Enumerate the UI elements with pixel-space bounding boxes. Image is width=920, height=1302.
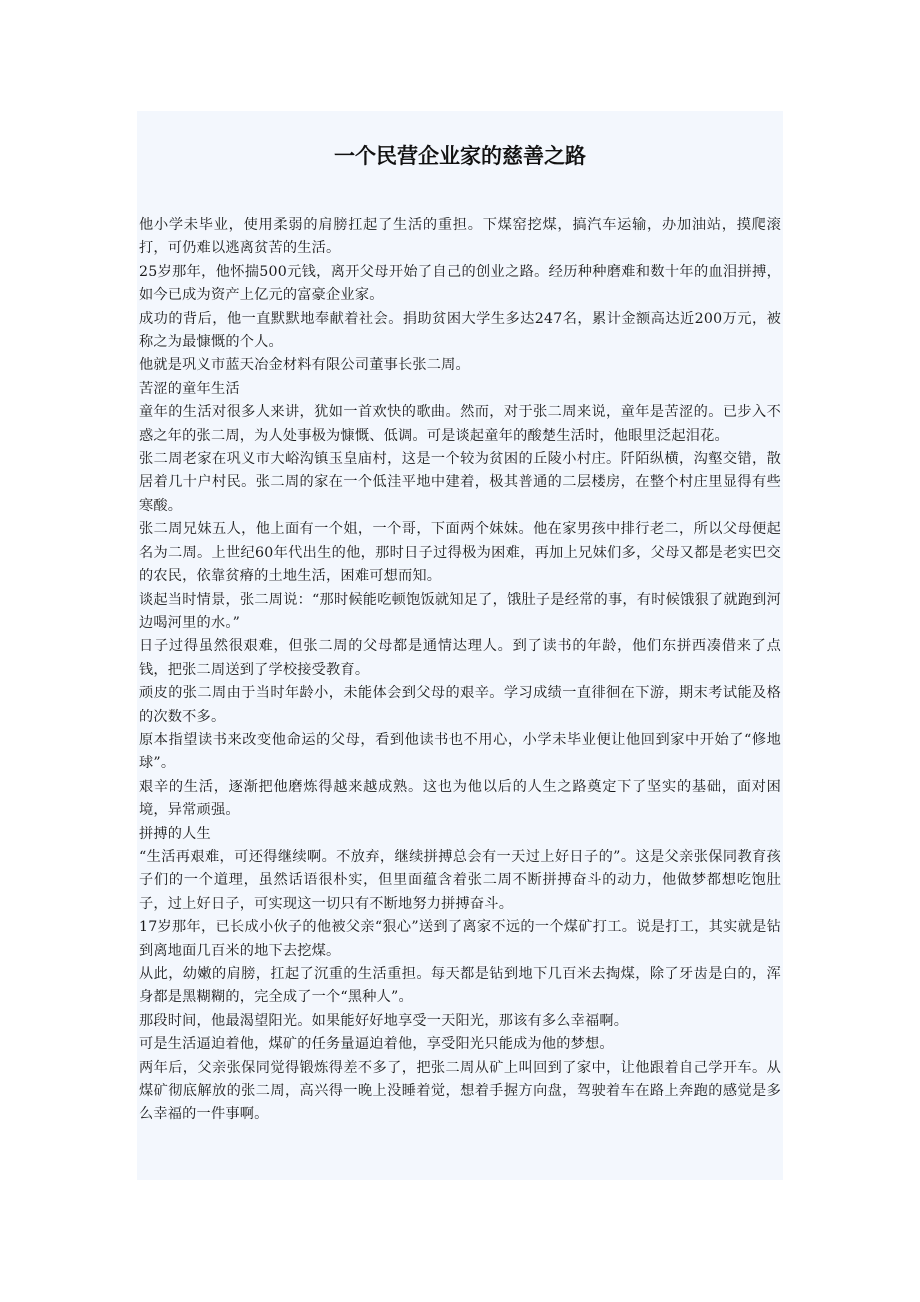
document-body: [139, 214, 781, 1127]
paragraph: 张二周老家在巩义市大峪沟镇玉皇庙村，这是一个较为贫困的丘陵小村庄。阡陌纵横，沟壑交错，散居着几十户村民。张二周的家在一个低洼平地中建着，极其普通的二层楼房，在整个村庄里显得有些寒酸。: [139, 451, 781, 514]
paragraph: 日子过得虽然很艰难，但张二周的父母都是通情达理人。到了读书的年龄，他们东拼西凑借来了点钱，把张二周送到了学校接受教育。: [139, 638, 781, 678]
paragraph: 艰辛的生活，逐渐把他磨炼得越来越成熟。这也为他以后的人生之路奠定下了坚实的基础，面对困境，异常顽强。: [139, 778, 781, 819]
paragraph: 成功的背后，他一直默默地奉献着社会。捐助贫困大学生多达247名，累计金额高达近200万元，被称之为最慷慨的个人。: [139, 310, 781, 351]
document-title: 一个民营企业家的慈善之路: [334, 144, 586, 168]
paragraph: 17岁那年，已长成小伙子的他被父亲“狠心”送到了离家不远的一个煤矿打工。说是打工，其实就是钻到离地面几百米的地下去挖煤。: [139, 919, 781, 959]
paragraph: 原本指望读书来改变他命运的父母，看到他读书也不用心，小学未毕业便让他回到家中开始了“修地球”。: [139, 731, 781, 772]
paragraph: 那段时间，他最渴望阳光。如果能好好地享受一天阳光，那该有多么幸福啊。: [139, 1012, 629, 1029]
paragraph: 两年后，父亲张保同觉得锻炼得差不多了，把张二周从矿上叫回到了家中，让他跟着自己学开车。从煤矿彻底解放的张二周，高兴得一晚上没睡着觉，想着手握方向盘，驾驶着车在路上奔跑的感觉是多么幸福的一件事啊。: [139, 1059, 781, 1123]
paragraph: 童年的生活对很多人来讲，犹如一首欢快的歌曲。然而，对于张二周来说，童年是苦涩的。已步入不惑之年的张二周，为人处事极为慷慨、低调。可是谈起童年的酸楚生活时，他眼里泛起泪花。: [139, 404, 781, 444]
document-page: [137, 111, 783, 1180]
section-heading: 苦涩的童年生活: [139, 380, 240, 397]
paragraph: “生活再艰难，可还得继续啊。不放弃，继续拼搏总会有一天过上好日子的”。这是父亲张保同教育孩子们的一个道理，虽然话语很朴实，但里面蕴含着张二周不断拼搏奋斗的动力，他做梦都想吃饱肚子，过上好日子，可实现这一切只有不断地努力拼搏奋斗。: [139, 848, 781, 912]
paragraph: 张二周兄妹五人，他上面有一个姐，一个哥，下面两个妹妹。他在家男孩中排行老二，所以父母便起名为二周。上世纪60年代出生的他，那时日子过得极为困难，再加上兄妹们多，父母又都是老实巴交的农民，依靠贫瘠的土地生活，困难可想而知。: [139, 521, 781, 585]
paragraph: 谈起当时情景，张二周说：“那时候能吃顿饱饭就知足了，饿肚子是经常的事，有时候饿狠了就跑到河边喝河里的水。”: [139, 591, 781, 631]
paragraph: 他小学未毕业，使用柔弱的肩膀扛起了生活的重担。下煤窑挖煤，搞汽车运输，办加油站，摸爬滚打，可仍难以逃离贫苦的生活。: [139, 217, 781, 257]
paragraph: 他就是巩义市蓝天冶金材料有限公司董事长张二周。: [139, 357, 470, 374]
section-heading: 拼搏的人生: [139, 825, 211, 842]
paragraph: 可是生活逼迫着他，煤矿的任务量逼迫着他，享受阳光只能成为他的梦想。: [139, 1036, 614, 1053]
paragraph: 顽皮的张二周由于当时年龄小，未能体会到父母的艰辛。学习成绩一直徘徊在下游，期末考试能及格的次数不多。: [139, 685, 781, 725]
paragraph: 从此，幼嫩的肩膀，扛起了沉重的生活重担。每天都是钻到地下几百米去掏煤，除了牙齿是白的，浑身都是黑糊糊的，完全成了一个“黑种人”。: [139, 966, 781, 1006]
paragraph: 25岁那年，他怀揣500元钱，离开父母开始了自己的创业之路。经历种种磨难和数十年的血泪拼搏，如今已成为资产上亿元的富豪企业家。: [139, 263, 781, 304]
